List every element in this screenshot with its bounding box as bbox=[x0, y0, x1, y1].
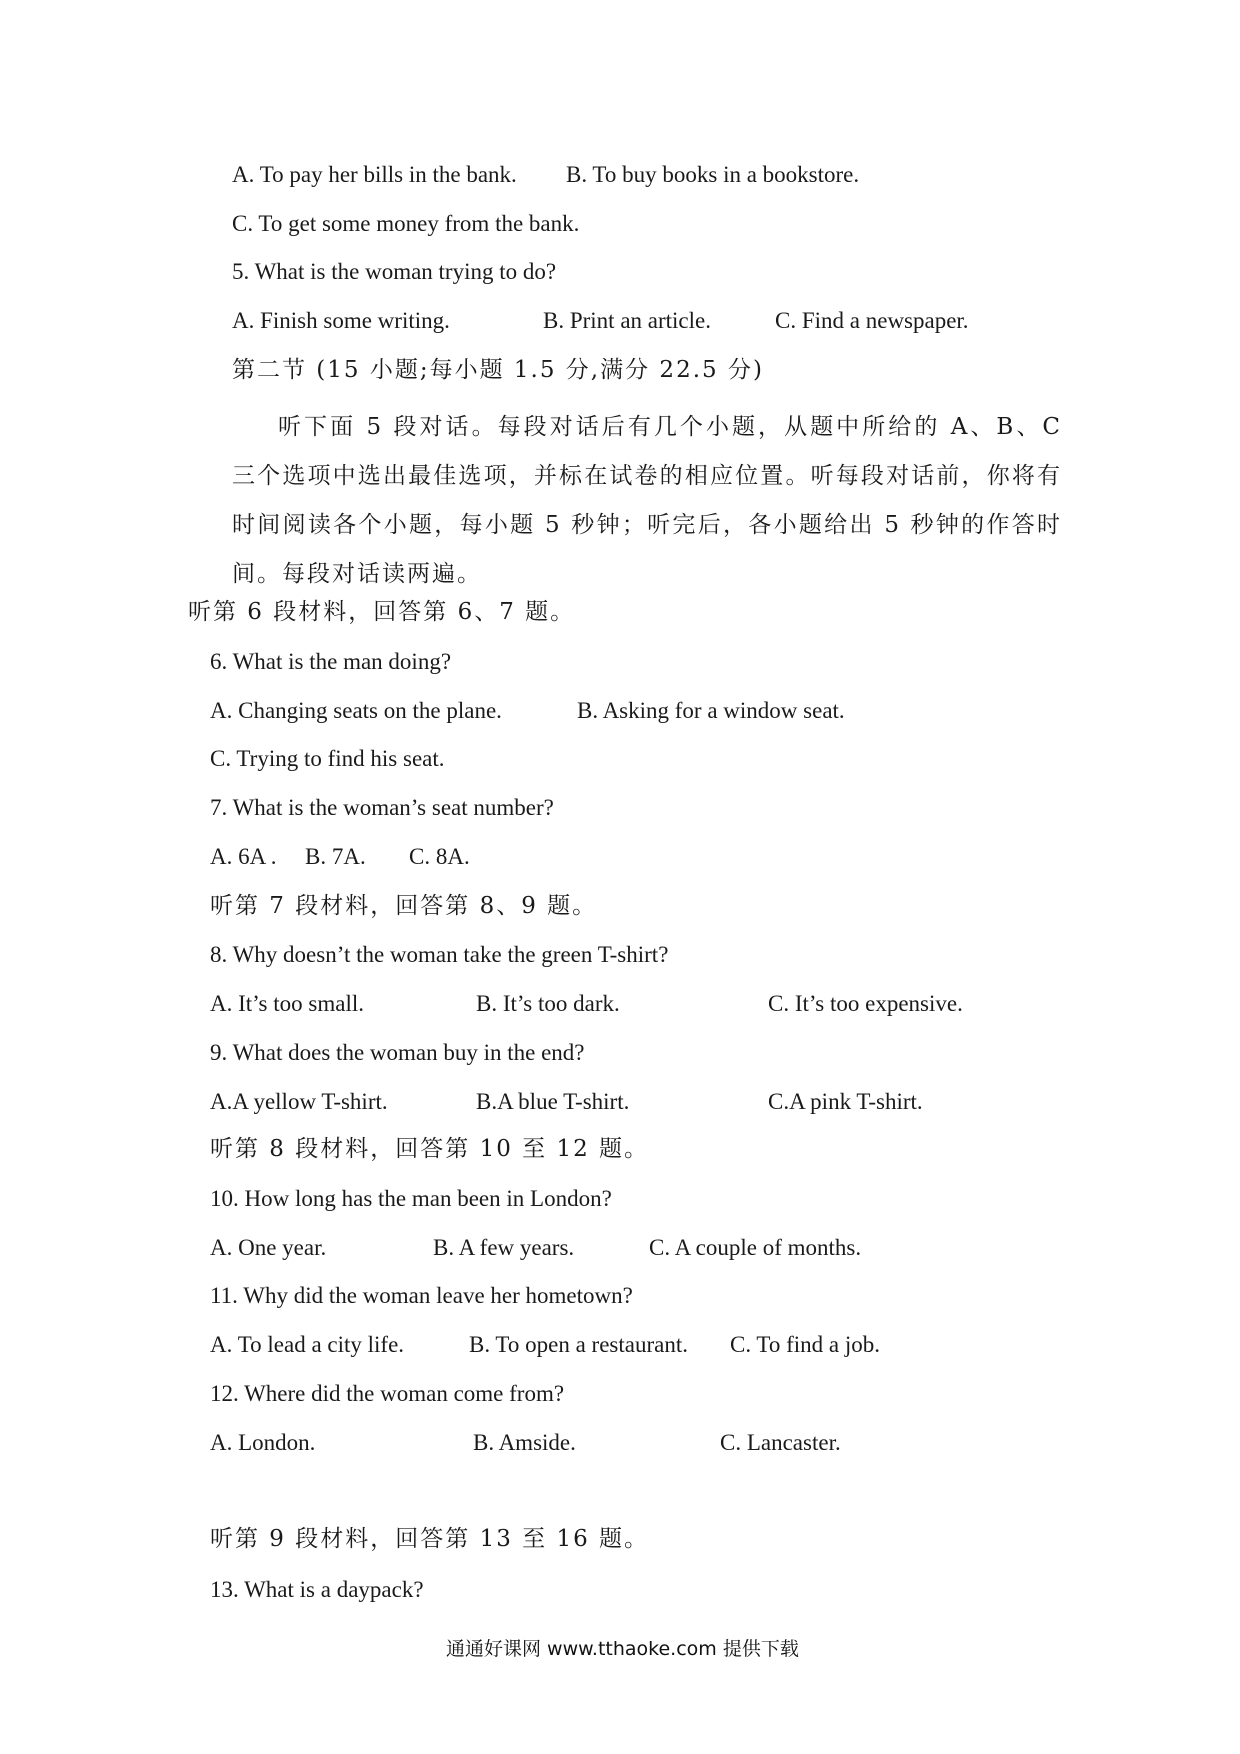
q8-option-b: B. It’s too dark. bbox=[476, 991, 620, 1016]
page-footer: 通通好课网 www.tthaoke.com 提供下载 bbox=[446, 1638, 799, 1660]
q7-question: 7. What is the woman’s seat number? bbox=[210, 795, 554, 820]
q6-question: 6. What is the man doing? bbox=[210, 649, 452, 674]
q4-option-a: A. To pay her bills in the bank. bbox=[232, 162, 517, 187]
q9-option-a: A.A yellow T-shirt. bbox=[210, 1089, 388, 1114]
section-instructions: 听下面 5 段对话。每段对话后有几个小题，从题中所给的 A、B、C 三个选项中选出最佳选项，并标在试卷的相应位置。听每段对话前，你将有时间阅读各个小题，每小题 5 秒钟；听完后，各小题给出 5 秒钟的作答时间。每段对话读两遍。 bbox=[232, 414, 1062, 587]
q7-option-a: A. 6A . bbox=[210, 844, 277, 869]
q8-option-a: A. It’s too small. bbox=[210, 991, 364, 1016]
section-heading: 第二节 (15 小题;每小题 1.5 分,满分 22.5 分) bbox=[232, 357, 764, 383]
q11-option-c: C. To find a job. bbox=[730, 1332, 881, 1357]
q5-option-a: A. Finish some writing. bbox=[232, 308, 450, 333]
q4-option-c: C. To get some money from the bank. bbox=[232, 211, 580, 236]
q11-question: 11. Why did the woman leave her hometown? bbox=[210, 1283, 633, 1308]
q12-question: 12. Where did the woman come from? bbox=[210, 1381, 565, 1406]
q10-option-c: C. A couple of months. bbox=[649, 1235, 862, 1260]
q11-option-a: A. To lead a city life. bbox=[210, 1332, 405, 1357]
q5-option-c: C. Find a newspaper. bbox=[775, 308, 969, 333]
q7-option-b: B. 7A. bbox=[305, 844, 366, 869]
q13-question: 13. What is a daypack? bbox=[210, 1577, 424, 1602]
q9-option-c: C.A pink T-shirt. bbox=[768, 1089, 923, 1114]
q6-option-b: B. Asking for a window seat. bbox=[577, 698, 845, 723]
q12-option-a: A. London. bbox=[210, 1430, 316, 1455]
q10-option-a: A. One year. bbox=[210, 1235, 327, 1260]
q10-option-b: B. A few years. bbox=[433, 1235, 575, 1260]
q10-question: 10. How long has the man been in London? bbox=[210, 1186, 612, 1211]
material-8-heading: 听第 8 段材料，回答第 10 至 12 题。 bbox=[210, 1136, 650, 1162]
material-7-heading: 听第 7 段材料，回答第 8、9 题。 bbox=[210, 893, 598, 919]
q5-question: 5. What is the woman trying to do? bbox=[232, 259, 557, 284]
q9-option-b: B.A blue T-shirt. bbox=[476, 1089, 630, 1114]
q12-option-b: B. Amside. bbox=[473, 1430, 576, 1455]
q6-option-c: C. Trying to find his seat. bbox=[210, 746, 445, 771]
q11-option-b: B. To open a restaurant. bbox=[469, 1332, 688, 1357]
q8-option-c: C. It’s too expensive. bbox=[768, 991, 963, 1016]
q5-option-b: B. Print an article. bbox=[543, 308, 711, 333]
q7-option-c: C. 8A. bbox=[409, 844, 470, 869]
q8-question: 8. Why doesn’t the woman take the green T-shirt? bbox=[210, 942, 669, 967]
q12-option-c: C. Lancaster. bbox=[720, 1430, 841, 1455]
material-6-heading: 听第 6 段材料，回答第 6、7 题。 bbox=[188, 599, 576, 625]
material-9-heading: 听第 9 段材料，回答第 13 至 16 题。 bbox=[210, 1526, 650, 1552]
q4-option-b: B. To buy books in a bookstore. bbox=[566, 162, 860, 187]
q9-question: 9. What does the woman buy in the end? bbox=[210, 1040, 585, 1065]
q6-option-a: A. Changing seats on the plane. bbox=[210, 698, 502, 723]
